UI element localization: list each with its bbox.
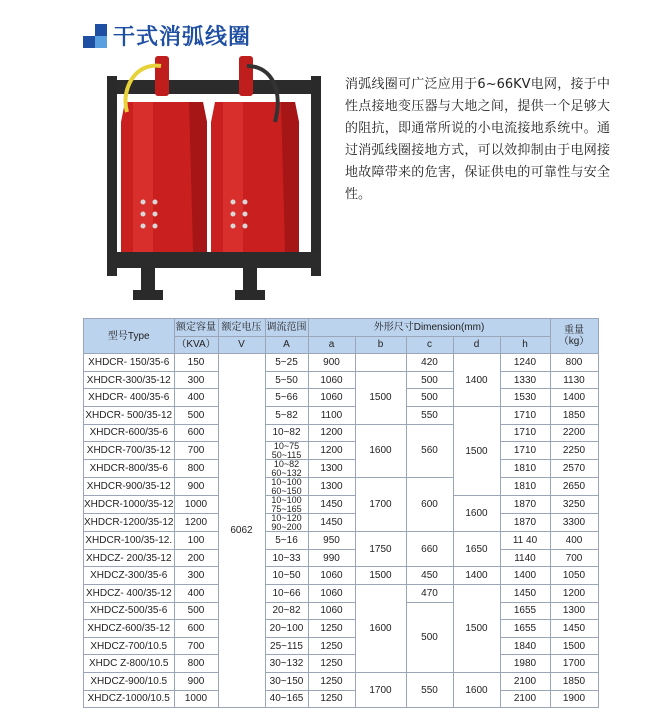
cell-weight: 2200 xyxy=(550,424,598,442)
cell-weight: 3250 xyxy=(550,496,598,514)
cell-h: 11 40 xyxy=(500,532,550,550)
cell-weight: 1700 xyxy=(550,655,598,673)
cell-range: 10~66 xyxy=(265,584,308,602)
cell-range: 10~82 xyxy=(265,424,308,442)
table-row xyxy=(84,460,599,478)
cell-capacity: 600 xyxy=(174,620,218,638)
cell-capacity: 1000 xyxy=(174,496,218,514)
cell-capacity: 300 xyxy=(174,371,218,389)
col-header-b: b xyxy=(355,336,406,354)
cell-model: XHDCR-900/35-12 xyxy=(84,478,175,496)
page-title: 干式消弧线圈 xyxy=(113,25,252,50)
cell-h: 1710 xyxy=(500,442,550,460)
cell-range: 5~66 xyxy=(265,389,308,407)
cell-c: 450 xyxy=(406,567,453,585)
cell-h: 1870 xyxy=(500,514,550,532)
cell-a: 1250 xyxy=(308,637,355,655)
col-header-model: 型号Type xyxy=(84,319,175,354)
cell-h: 1140 xyxy=(500,549,550,567)
col-header-a: a xyxy=(308,336,355,354)
cell-h: 1840 xyxy=(500,637,550,655)
cell-model: XHDCR-800/35-6 xyxy=(84,460,175,478)
cell-b: 1700 xyxy=(355,478,406,532)
cell-model: XHDCZ- 200/35-12 xyxy=(84,549,175,567)
cell-weight: 1500 xyxy=(550,637,598,655)
cell-model: XHDCR-1000/35-12 xyxy=(84,496,175,514)
cell-capacity: 600 xyxy=(174,424,218,442)
cell-c: 420 xyxy=(406,354,453,372)
cell-a: 1450 xyxy=(308,496,355,514)
cell-model: XHDCZ-900/10.5 xyxy=(84,672,175,690)
cell-range: 5~16 xyxy=(265,532,308,550)
cell-range-line2: 90~200 xyxy=(271,521,302,532)
cell-b: 1500 xyxy=(355,567,406,585)
cell-a: 1060 xyxy=(308,602,355,620)
col-header-c: c xyxy=(406,336,453,354)
cell-a: 1250 xyxy=(308,620,355,638)
cell-range: 5~25 xyxy=(265,354,308,372)
col-header-range: 调流范围 xyxy=(265,319,308,337)
cell-weight: 1130 xyxy=(550,371,598,389)
col-unit-voltage: V xyxy=(218,336,265,354)
cell-a: 1300 xyxy=(308,460,355,478)
cell-h: 1655 xyxy=(500,602,550,620)
cell-range: 10~33 xyxy=(265,549,308,567)
cell-b xyxy=(355,354,406,372)
cell-b: 1500 xyxy=(355,371,406,424)
cell-h: 1710 xyxy=(500,424,550,442)
cell-d: 1650 xyxy=(453,532,500,567)
cell-c: 500 xyxy=(406,371,453,389)
cell-h: 1810 xyxy=(500,478,550,496)
cell-d: 1500 xyxy=(453,406,500,495)
cell-capacity: 400 xyxy=(174,389,218,407)
table-row xyxy=(84,442,599,460)
cell-weight: 1300 xyxy=(550,602,598,620)
table-row xyxy=(84,549,599,567)
cell-capacity: 900 xyxy=(174,672,218,690)
cell-a: 1060 xyxy=(308,371,355,389)
cell-a: 1200 xyxy=(308,424,355,442)
cell-weight: 1850 xyxy=(550,406,598,424)
cell-range-line1: 10~100 xyxy=(271,495,302,506)
cell-range xyxy=(265,460,308,478)
cell-c: 500 xyxy=(406,602,453,672)
cell-c: 560 xyxy=(406,424,453,478)
col-header-dimension: 外形尺寸Dimension(mm) xyxy=(308,319,550,337)
cell-c: 660 xyxy=(406,532,453,567)
table-row xyxy=(84,690,599,708)
cell-c: 500 xyxy=(406,389,453,407)
cell-c: 470 xyxy=(406,584,453,602)
cell-range: 5~50 xyxy=(265,371,308,389)
cell-h: 1450 xyxy=(500,584,550,602)
cell-capacity: 150 xyxy=(174,354,218,372)
cell-range xyxy=(265,442,308,460)
cell-range xyxy=(265,514,308,532)
cell-model: XHDCR- 500/35-12 xyxy=(84,406,175,424)
cell-h: 1710 xyxy=(500,406,550,424)
table-row xyxy=(84,655,599,673)
cell-a: 1060 xyxy=(308,584,355,602)
cell-weight: 1850 xyxy=(550,672,598,690)
header-logo-icon xyxy=(83,24,107,48)
cell-h: 1810 xyxy=(500,460,550,478)
col-unit-range: A xyxy=(265,336,308,354)
cell-range: 10~50 xyxy=(265,567,308,585)
cell-d: 1600 xyxy=(453,496,500,532)
table-row xyxy=(84,514,599,532)
table-row xyxy=(84,584,599,602)
col-unit-capacity: （KVA） xyxy=(174,336,218,354)
table-row xyxy=(84,478,599,496)
cell-capacity: 700 xyxy=(174,442,218,460)
cell-range: 25~115 xyxy=(265,637,308,655)
product-description: 消弧线圈可广泛应用于6~66KV电网，接于中性点接地变压器与大地之间，提供一个足够大的阻抗，即通常所说的小电流接地系统中。通过消弧线圈接地方式，可以效抑制由于电网接地故障带来的危害，保证供电的可靠性与安全性。 xyxy=(345,77,610,202)
cell-capacity: 500 xyxy=(174,406,218,424)
cell-model: XHDCR- 400/35-6 xyxy=(84,389,175,407)
cell-h: 1400 xyxy=(500,567,550,585)
cell-d: 1400 xyxy=(453,567,500,585)
cell-a: 1060 xyxy=(308,389,355,407)
cell-b: 1750 xyxy=(355,532,406,567)
col-header-capacity: 额定容量 xyxy=(174,319,218,337)
cell-capacity: 100 xyxy=(174,532,218,550)
col-header-voltage: 额定电压 xyxy=(218,319,265,337)
cell-weight: 2570 xyxy=(550,460,598,478)
cell-model: XHDC Z-800/10.5 xyxy=(84,655,175,673)
cell-a: 1060 xyxy=(308,567,355,585)
cell-capacity: 1200 xyxy=(174,514,218,532)
cell-weight: 1450 xyxy=(550,620,598,638)
cell-h: 1980 xyxy=(500,655,550,673)
cell-a: 900 xyxy=(308,354,355,372)
col-header-weight: 重量 （kg） xyxy=(550,319,598,354)
cell-model: XHDCZ- 400/35-12 xyxy=(84,584,175,602)
cell-a: 1200 xyxy=(308,442,355,460)
cell-capacity: 300 xyxy=(174,567,218,585)
cell-h: 2100 xyxy=(500,690,550,708)
cell-weight: 1200 xyxy=(550,584,598,602)
cell-model: XHDCZ-500/35-6 xyxy=(84,602,175,620)
cell-model: XHDCZ-700/10.5 xyxy=(84,637,175,655)
cell-range-line1: 10~100 xyxy=(271,477,302,488)
table-row xyxy=(84,637,599,655)
cell-range: 20~82 xyxy=(265,602,308,620)
spec-table xyxy=(83,318,599,708)
cell-range-line2: 60~150 xyxy=(271,485,302,496)
cell-range-line2: 50~115 xyxy=(271,449,302,460)
cell-c: 550 xyxy=(406,672,453,707)
cell-capacity: 500 xyxy=(174,602,218,620)
table-row xyxy=(84,371,599,389)
cell-range: 5~82 xyxy=(265,406,308,424)
cell-a: 990 xyxy=(308,549,355,567)
cell-model: XHDCR-300/35-12 xyxy=(84,371,175,389)
table-row xyxy=(84,567,599,585)
table-row xyxy=(84,424,599,442)
cell-capacity: 800 xyxy=(174,460,218,478)
cell-weight: 2250 xyxy=(550,442,598,460)
cell-a: 1250 xyxy=(308,655,355,673)
cell-model: XHDCZ-1000/10.5 xyxy=(84,690,175,708)
cell-weight: 800 xyxy=(550,354,598,372)
cell-range-line2: 60~132 xyxy=(271,467,302,478)
cell-range-line1: 10~75 xyxy=(273,441,300,452)
cell-d: 1600 xyxy=(453,672,500,707)
cell-range: 30~150 xyxy=(265,672,308,690)
cell-range xyxy=(265,478,308,496)
cell-a: 950 xyxy=(308,532,355,550)
cell-model: XHDCR-100/35-12. xyxy=(84,532,175,550)
cell-h: 2100 xyxy=(500,672,550,690)
cell-a: 1250 xyxy=(308,690,355,708)
cell-range-line2: 75~165 xyxy=(271,503,302,514)
cell-a: 1450 xyxy=(308,514,355,532)
cell-d: 1400 xyxy=(453,354,500,407)
cell-weight: 1050 xyxy=(550,567,598,585)
cell-range-line1: 10~82 xyxy=(273,459,300,470)
table-row xyxy=(84,389,599,407)
cell-a: 1300 xyxy=(308,478,355,496)
table-row xyxy=(84,620,599,638)
cell-range: 40~165 xyxy=(265,690,308,708)
cell-weight: 1900 xyxy=(550,690,598,708)
cell-range: 20~100 xyxy=(265,620,308,638)
cell-h: 1870 xyxy=(500,496,550,514)
cell-range xyxy=(265,496,308,514)
cell-b: 1700 xyxy=(355,672,406,707)
cell-capacity: 900 xyxy=(174,478,218,496)
cell-capacity: 200 xyxy=(174,549,218,567)
cell-d: 1500 xyxy=(453,584,500,672)
cell-c: 550 xyxy=(406,406,453,424)
cell-model: XHDCR-1200/35-12 xyxy=(84,514,175,532)
cell-h: 1655 xyxy=(500,620,550,638)
cell-capacity: 800 xyxy=(174,655,218,673)
table-row xyxy=(84,406,599,424)
cell-h: 1240 xyxy=(500,354,550,372)
cell-weight: 400 xyxy=(550,532,598,550)
cell-model: XHDCZ-600/35-12 xyxy=(84,620,175,638)
cell-model: XHDCR-600/35-6 xyxy=(84,424,175,442)
cell-range: 30~132 xyxy=(265,655,308,673)
cell-c: 600 xyxy=(406,478,453,532)
cell-b: 1600 xyxy=(355,584,406,672)
cell-h: 1530 xyxy=(500,389,550,407)
cell-a: 1100 xyxy=(308,406,355,424)
cell-model: XHDCR-700/35-12 xyxy=(84,442,175,460)
arc-suppression-coil-image xyxy=(103,52,327,306)
cell-weight: 1400 xyxy=(550,389,598,407)
cell-range-line1: 10~120 xyxy=(271,513,302,524)
cell-h: 1330 xyxy=(500,371,550,389)
table-row xyxy=(84,532,599,550)
table-row xyxy=(84,496,599,514)
cell-a: 1250 xyxy=(308,672,355,690)
cell-model: XHDCZ-300/35-6 xyxy=(84,567,175,585)
table-row xyxy=(84,672,599,690)
cell-weight: 700 xyxy=(550,549,598,567)
cell-capacity: 1000 xyxy=(174,690,218,708)
cell-capacity: 700 xyxy=(174,637,218,655)
cell-weight: 3300 xyxy=(550,514,598,532)
table-row xyxy=(84,602,599,620)
col-header-d: d xyxy=(453,336,500,354)
cell-voltage: 6062 xyxy=(218,354,265,708)
cell-b: 1600 xyxy=(355,424,406,478)
table-row xyxy=(84,354,599,372)
cell-weight: 2650 xyxy=(550,478,598,496)
cell-model: XHDCR- 150/35-6 xyxy=(84,354,175,372)
cell-capacity: 400 xyxy=(174,584,218,602)
col-header-h: h xyxy=(500,336,550,354)
